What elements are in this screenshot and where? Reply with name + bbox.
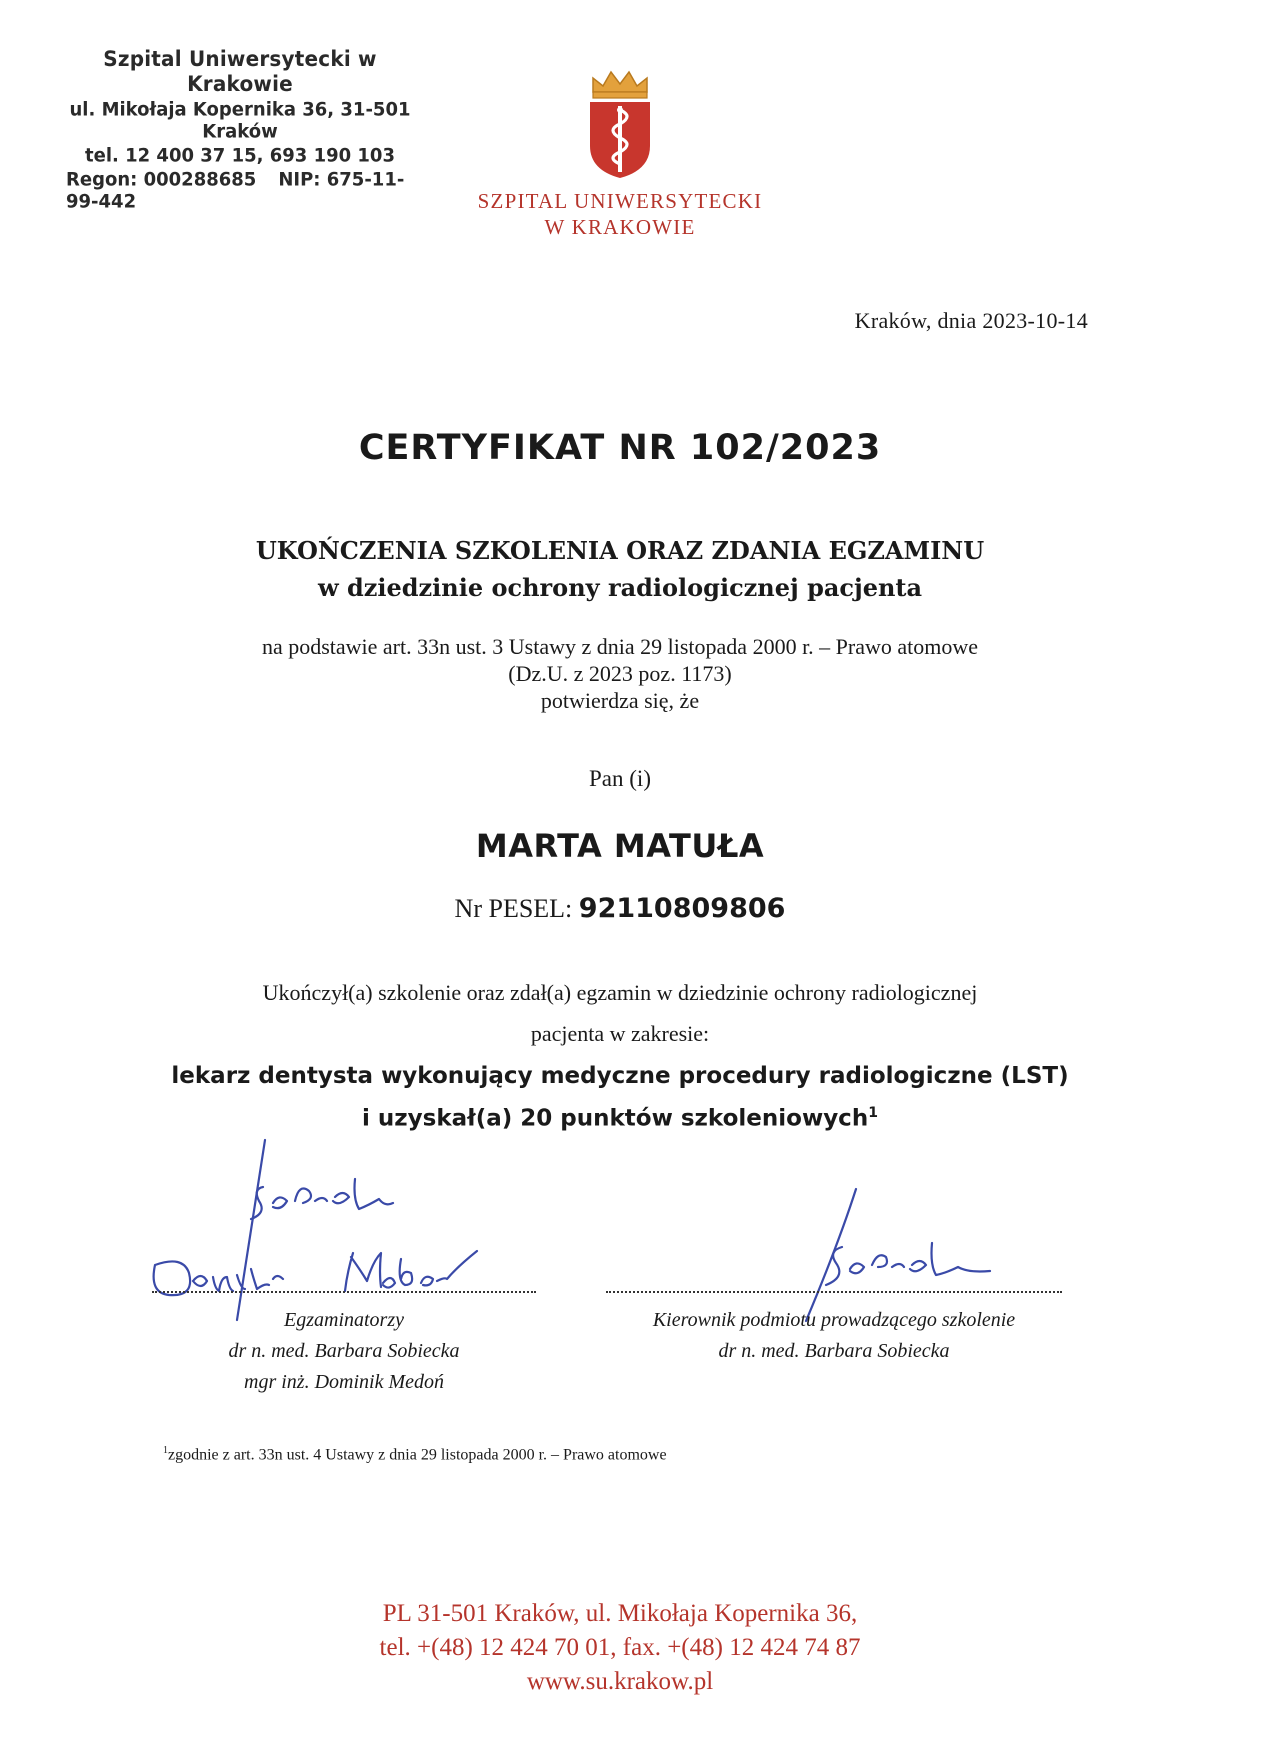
pesel-number: 92110809806: [578, 893, 786, 924]
legal-basis-line3: potwierdza się, że: [540, 688, 700, 713]
legal-basis-line2: (Dz.U. z 2023 poz. 1173): [508, 661, 732, 686]
pesel-row: [0, 893, 1240, 924]
footnote-text: zgodnie z art. 33n ust. 4 Ustawy z dnia 29 listopada 2000 r. – Prawo atomowe: [168, 1446, 667, 1464]
logo-name-line2: W KRAKOWIE: [544, 215, 696, 239]
hospital-stamp: [60, 46, 420, 213]
description-line2: pacjenta w zakresie:: [530, 1021, 710, 1046]
honorific: Pan (i): [589, 766, 651, 791]
stamp-ids: [60, 169, 420, 213]
person-name: MARTA MATUŁA: [475, 827, 765, 865]
stamp-nip: NIP: 675-11-99-442: [66, 168, 405, 213]
examiner-signatures: [145, 1135, 545, 1325]
footnote: [163, 1445, 667, 1464]
examiners-role: Egzaminatorzy: [284, 1309, 404, 1331]
pesel-label: Nr PESEL:: [454, 894, 579, 923]
caduceus-shield-icon: [585, 68, 655, 180]
stamp-phone: tel. 12 400 37 15, 693 190 103: [85, 144, 395, 167]
certificate-title: CERTYFIKAT NR 102/2023: [358, 428, 882, 468]
footnote-marker-ref: 1: [868, 1105, 878, 1121]
legal-basis-line1: na podstawie art. 33n ust. 3 Ustawy z dnia 29 listopada 2000 r. – Prawo atomowe: [261, 634, 979, 659]
stamp-address: ul. Mikołaja Kopernika 36, 31-501 Kraków: [69, 98, 411, 143]
footnote-marker: 1: [163, 1445, 168, 1456]
head-signature-line: [606, 1291, 1062, 1293]
head-role: Kierownik podmiotu prowadzącego szkolenie: [652, 1309, 1016, 1331]
footer-website: www.su.krakow.pl: [526, 1668, 714, 1695]
logo-name-line1: SZPITAL UNIWERSYTECKI: [477, 189, 763, 213]
examiner-signature-line: [152, 1291, 536, 1293]
issue-date: Kraków, dnia 2023-10-14: [854, 308, 1088, 333]
examiners-caption: [152, 1305, 536, 1398]
hospital-logo: [470, 68, 770, 240]
head-name: dr n. med. Barbara Sobiecka: [718, 1340, 950, 1362]
description-line1: Ukończył(a) szkolenie oraz zdał(a) egzamin w dziedzinie ochrony radiologicznej: [262, 980, 978, 1005]
examiner-name-2: mgr inż. Dominik Medoń: [244, 1371, 444, 1393]
training-scope: lekarz dentysta wykonujący medyczne procedury radiologiczne (LST): [171, 1063, 1069, 1089]
footer-phone: tel. +(48) 12 424 70 01, fax. +(48) 12 424 74 87: [379, 1634, 861, 1661]
subtitle-line2: w dziedzinie ochrony radiologicznej pacjenta: [317, 573, 923, 602]
examiner-name-1: dr n. med. Barbara Sobiecka: [228, 1340, 460, 1362]
stamp-hospital-name: Szpital Uniwersytecki w Krakowie: [103, 46, 377, 97]
head-caption: [606, 1305, 1062, 1367]
head-signature: [780, 1185, 1020, 1325]
training-points: [0, 1105, 1240, 1132]
subtitle-line1: UKOŃCZENIA SZKOLENIA ORAZ ZDANIA EGZAMINU: [255, 536, 985, 565]
stamp-regon: Regon: 000288685: [66, 168, 257, 191]
footer-address: PL 31-501 Kraków, ul. Mikołaja Kopernika 36,: [382, 1600, 858, 1627]
training-points-text: i uzyskał(a) 20 punktów szkoleniowych: [362, 1105, 869, 1132]
